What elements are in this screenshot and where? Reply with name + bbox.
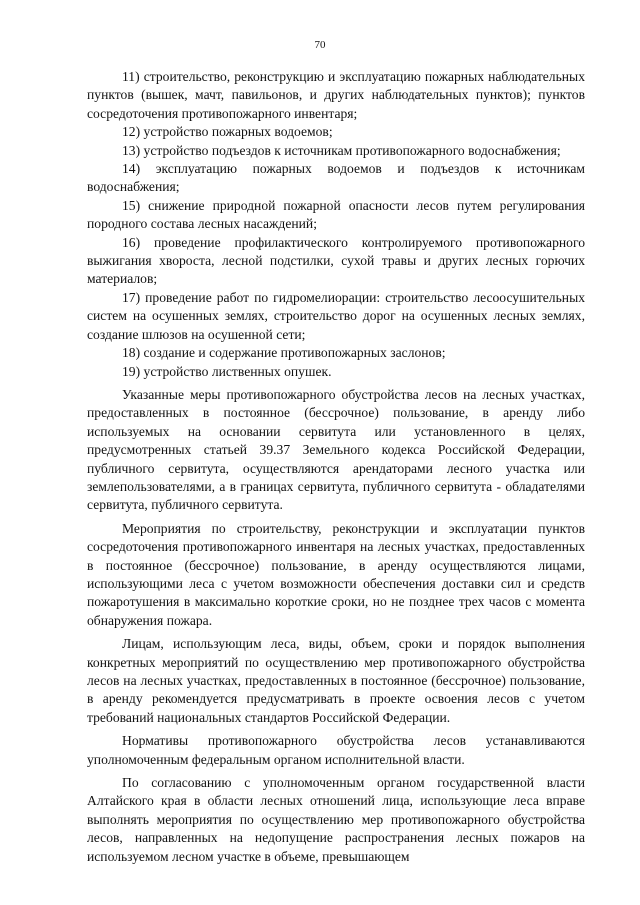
list-item-17: 17) проведение работ по гидромелиорации: строительство лесоосушительных систем на осушенных землях, строительство дорог на осушенных лесных землях, создание шлюзов на осушенной сети; [87,289,585,342]
list-item-15: 15) снижение природной пожарной опасности лесов путем регулирования породного состава лесных насаждений; [87,197,585,232]
paragraph-forest-development-project: Лицам, использующим леса, виды, объем, сроки и порядок выполнения конкретных мероприятий по осуществлению мер противопожарного обустройства лесов на лесных участках, предоставленных в постоянное (бессрочное) пользование, в аренду рекомендуется предусматривать в проекте освоения лесов с учетом требований национальных стандартов Российской Федерации. [87,636,585,725]
list-item-18: 18) создание и содержание противопожарных заслонов; [122,345,446,361]
page-number: 70 [314,39,326,51]
list-item-13: 13) устройство подъездов к источникам противопожарного водоснабжения; [122,142,561,158]
list-item-16: 16) проведение профилактического контролируемого противопожарного выжигания хвороста, лесной подстилки, сухой травы и других лесных горючих материалов; [87,234,585,287]
paragraph-norms: Нормативы противопожарного обустройства лесов устанавливаются уполномоченным федеральным органом исполнительной власти. [87,733,585,767]
paragraph-inventory-points: Мероприятия по строительству, реконструкции и эксплуатации пунктов сосредоточения противопожарного инвентаря на лесных участках, предоставленных в постоянное (бессрочное) пользование, в аренду осуществляются лицами, использующими леса с учетом возможности обеспечения доставки сил и средств пожаротушения в максимально короткие сроки, но не позднее трех часов с момента обнаружения пожара. [87,520,585,628]
paragraph-measures-responsibility: Указанные меры противопожарного обустройства лесов на лесных участках, предоставленных в постоянное (бессрочное) пользование, в аренду либо используемых на основании сервитута или установленного в целях, предусмотренных статьей 39.37 Земельного кодекса Российской Федерации, публичного сервитута, осуществляются арендаторами лесного участка или землепользователями, а в границах сервитута, публичного сервитута - обладателями сервитута, публичного сервитута. [87,386,585,513]
paragraph-agreement: По согласованию с уполномоченным органом государственной власти Алтайского края в области лесных отношений лица, использующие леса вправе выполнять мероприятия по осуществлению мер противопожарного обустройства лесов, направленных на недопущение распространения лесных пожаров на используемом лесном участке в объеме, превышающем [87,775,585,864]
document-body [87,68,585,866]
list-item-14: 14) эксплуатацию пожарных водоемов и подъездов к источникам водоснабжения; [87,161,585,195]
list-item-12: 12) устройство пожарных водоемов; [122,124,333,140]
list-item-19: 19) устройство лиственных опушек. [122,363,332,379]
list-item-11: 11) строительство, реконструкцию и эксплуатацию пожарных наблюдательных пунктов (вышек, мачт, павильонов, и других наблюдательных пунктов); пунктов сосредоточения противопожарного инвентаря; [87,69,585,121]
